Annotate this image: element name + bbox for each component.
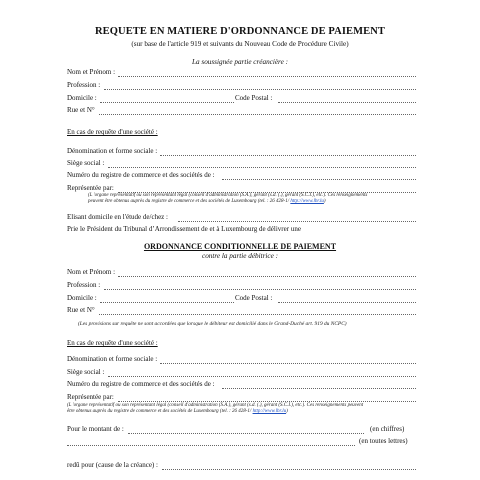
company2-rep-note-end: ) — [286, 409, 288, 414]
amount-digits-label: (en chiffres) — [370, 425, 405, 433]
debtor-name-field[interactable] — [118, 276, 416, 277]
creditor-profession-field[interactable] — [104, 89, 416, 90]
debtor-postal-label: Code Postal : — [235, 294, 273, 302]
company2-heading: En cas de requête d'une société : — [67, 339, 158, 347]
company-registry-field[interactable] — [222, 179, 416, 180]
debtor-street-label: Rue et N° — [67, 306, 95, 314]
company-denomination-label: Dénomination et forme sociale : — [67, 147, 158, 155]
amount-letters-field[interactable] — [67, 445, 355, 446]
cause-field[interactable] — [162, 469, 416, 470]
election-label: Elisant domicile en l'étude de/chez : — [67, 213, 168, 221]
creditor-name-field[interactable] — [118, 76, 416, 77]
creditor-heading: La soussignée partie créancière : — [192, 58, 288, 66]
page-title: REQUETE EN MATIERE D'ORDONNANCE DE PAIEMENT — [94, 26, 386, 37]
company2-registry-field[interactable] — [222, 388, 416, 389]
company2-siege-label: Siège social : — [67, 368, 105, 376]
company-siege-field[interactable] — [108, 167, 416, 168]
company2-rep-note-line1: (L 'organe représentatif ou son représentant légal (conseil d'administration (S.A.), gérant (s.d. (.), gérant (S.C.I.), etc.). Ces renseignements peuvent — [67, 403, 364, 408]
debtor-name-label: Nom et Prénom : — [67, 268, 116, 276]
company2-rep-label: Représentée par: — [67, 393, 114, 401]
company2-denomination-label: Dénomination et forme sociale : — [67, 355, 158, 363]
creditor-domicile-field[interactable] — [100, 102, 234, 103]
company-rep-note-text: peuvent être obtenus auprès du registre de commerce et des sociétés de Luxembourg (tel. : 26 428-1/ — [88, 199, 290, 204]
company2-rep-note-line2 — [67, 409, 363, 415]
company2-rep-note-text: être obtenus auprès du registre de commerce et des sociétés de Luxembourg (tel. : 26 428-1/ — [67, 409, 252, 414]
creditor-name-label: Nom et Prénom : — [67, 68, 116, 76]
company-registry-label: Numéro du registre de commerce et des sociétés de : — [67, 171, 215, 179]
creditor-profession-label: Profession : — [67, 81, 101, 89]
amount-letters-label: (en toutes lettres) — [359, 437, 408, 445]
company2-rep-note — [67, 403, 363, 415]
creditor-domicile-label: Domicile : — [67, 94, 97, 102]
creditor-street-field[interactable] — [99, 114, 416, 115]
ordonnance-heading: ORDONNANCE CONDITIONNELLE DE PAIEMENT — [143, 242, 337, 251]
debtor-domicile-label: Domicile : — [67, 294, 97, 302]
cause-label: redû pour (cause de la créance) : — [67, 461, 158, 469]
debtor-street-field[interactable] — [99, 314, 416, 315]
company-rep-note-end: ) — [323, 199, 326, 204]
company2-siege-field[interactable] — [108, 376, 416, 377]
ordonnance-subheading: contre la partie débitrice : — [202, 252, 278, 260]
creditor-postal-label: Code Postal : — [235, 94, 273, 102]
company2-denomination-field[interactable] — [160, 363, 416, 364]
page-subtitle: (sur base de l'article 919 et suivants du Nouveau Code de Procédure Civile) — [131, 40, 349, 48]
company-rep-note-line2 — [88, 199, 367, 205]
company-heading: En cas de requête d'une société : — [67, 128, 158, 136]
company2-rep-field[interactable] — [118, 401, 416, 402]
creditor-street-label: Rue et N° — [67, 106, 95, 114]
lbr-link[interactable]: http://www.lbr.lu — [290, 199, 324, 204]
debtor-postal-field[interactable] — [278, 302, 416, 303]
debtor-domicile-note: (Les provisions sur requête ne sont accordées que lorsque le débiteur est domicilié dans le Grand-Duché art. 919 du NCPC) — [78, 321, 347, 327]
company2-registry-label: Numéro du registre de commerce et des sociétés de : — [67, 380, 215, 388]
company-rep-note-line1: (L 'organe représentatif ou son représentant légal (conseil d'administration (S.A.), gérant (s.d. (.), gérant (S.C.I.), etc.). Ces renseignements — [88, 193, 368, 198]
company-denomination-field[interactable] — [160, 155, 416, 156]
company-siege-label: Siège social : — [67, 159, 105, 167]
amount-label: Pour le montant de : — [67, 425, 124, 433]
creditor-postal-field[interactable] — [278, 102, 416, 103]
debtor-profession-label: Profession : — [67, 281, 101, 289]
company-rep-label: Représentée par: — [67, 184, 114, 192]
prie-text: Prie le Président du Tribunal d’Arrondissement de et à Luxembourg de délivrer une — [67, 225, 301, 233]
lbr-link-2[interactable]: http://www.lbr.lu — [252, 409, 287, 414]
debtor-profession-field[interactable] — [104, 289, 416, 290]
company-rep-note — [88, 193, 367, 205]
election-field[interactable] — [178, 221, 416, 222]
debtor-domicile-field[interactable] — [100, 302, 234, 303]
amount-digits-field[interactable] — [128, 433, 364, 434]
